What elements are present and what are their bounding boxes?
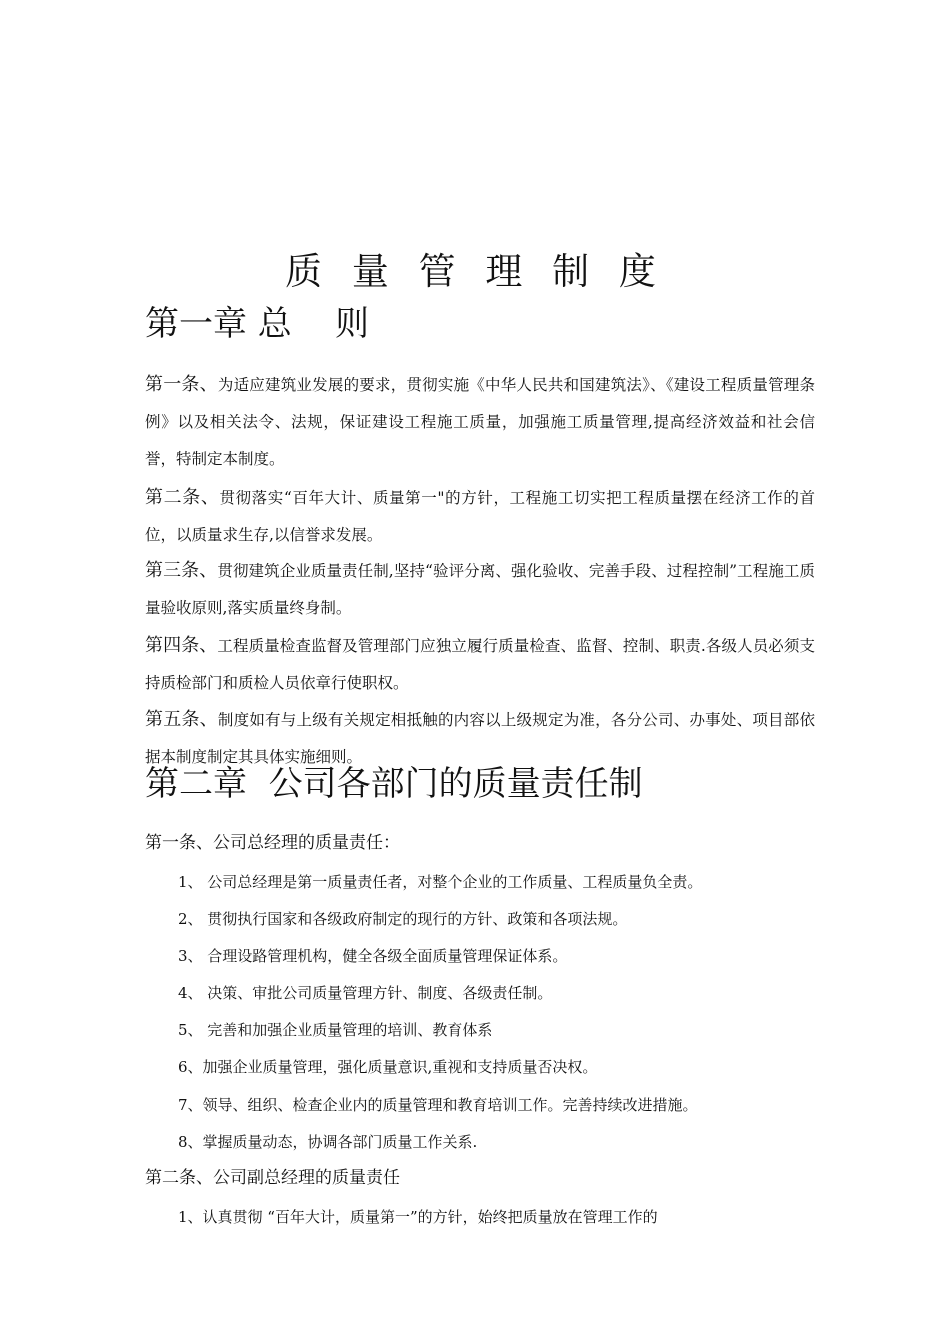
article-4: [145, 627, 815, 702]
article-2: [145, 479, 815, 554]
list-item: 2、 贯彻执行国家和各级政府制定的现行的方针、政策和各项法规。: [178, 910, 628, 928]
article-3: [145, 552, 815, 627]
document-title: 质 量 管 理 制 度: [285, 250, 665, 293]
section-2-heading: 第二条、公司副总经理的质量责任: [145, 1168, 400, 1188]
list-item: 4、 决策、审批公司质量管理方针、制度、各级责任制。: [178, 984, 553, 1002]
article-label: 第五条、: [145, 709, 218, 730]
list-item: 5、 完善和加强企业质量管理的培训、教育体系: [178, 1021, 493, 1039]
list-item: 3、 合理设路管理机构，健全各级全面质量管理保证体系。: [178, 947, 568, 965]
section-1-heading: 第一条、公司总经理的质量责任：: [145, 833, 400, 853]
article-label: 第一条、: [145, 374, 218, 395]
article-text: 为适应建筑业发展的要求，贯彻实施《中华人民共和国建筑法》、《建设工程质量管理条例》以及相关法令、法规，保证建设工程施工质量，加强施工质量管理,提高经济效益和社会信誉，特制定本制度。: [145, 376, 815, 468]
list-item: 1、认真贯彻 “百年大计，质量第一”的方针，始终把质量放在管理工作的: [178, 1208, 658, 1226]
article-text: 工程质量检查监督及管理部门应独立履行质量检查、监督、控制、职责.各级人员必须支持质检部门和质检人员依章行使职权。: [145, 637, 815, 692]
article-text: 制度如有与上级有关规定相抵触的内容以上级规定为准，各分公司、办事处、项目部依据本制度制定其具体实施细则。: [145, 711, 816, 766]
list-item: 8、掌握质量动态，协调各部门质量工作关系.: [178, 1133, 478, 1151]
article-1: [145, 366, 815, 478]
list-item: 6、加强企业质量管理，强化质量意识,重视和支持质量否决权。: [178, 1058, 598, 1076]
article-label: 第三条、: [145, 560, 218, 581]
chapter-1-heading: 第一章 总 则: [145, 304, 370, 344]
article-text: 贯彻建筑企业质量责任制,坚持“验评分离、强化验收、完善手段、过程控制”工程施工质量验收原则,落实质量终身制。: [145, 562, 816, 617]
article-label: 第四条、: [145, 635, 218, 656]
chapter-2-heading: 第二章 公司各部门的质量责任制: [145, 764, 643, 804]
list-item: 7、领导、组织、检查企业内的质量管理和教育培训工作。完善持续改进措施。: [178, 1096, 698, 1114]
article-text: 贯彻落实“百年大计、质量第一"的方针，工程施工切实把工程质量摆在经济工作的首位，以质量求生存,以信誉求发展。: [145, 489, 815, 544]
article-label: 第二条、: [145, 487, 220, 508]
list-item: 1、 公司总经理是第一质量责任者，对整个企业的工作质量、工程质量负全责。: [178, 873, 703, 891]
